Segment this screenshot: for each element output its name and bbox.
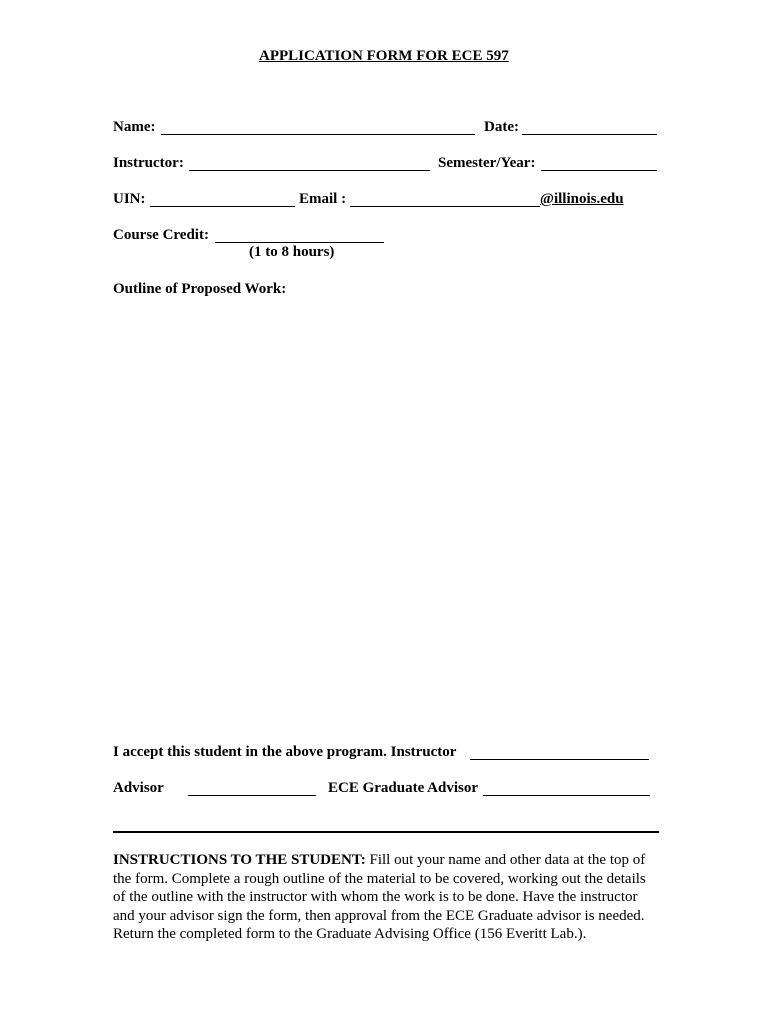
divider bbox=[113, 831, 659, 833]
course-credit-hint: (1 to 8 hours) bbox=[249, 244, 335, 260]
date-label: Date: bbox=[484, 119, 519, 135]
uin-field[interactable] bbox=[150, 206, 295, 207]
course-credit-field[interactable] bbox=[215, 242, 384, 243]
semester-label: Semester/Year: bbox=[438, 155, 536, 171]
date-field[interactable] bbox=[522, 134, 657, 135]
outline-label: Outline of Proposed Work: bbox=[113, 281, 287, 297]
email-field[interactable] bbox=[350, 206, 540, 207]
instructor-label: Instructor: bbox=[113, 155, 184, 171]
name-label: Name: bbox=[113, 119, 156, 135]
outline-area[interactable] bbox=[113, 305, 659, 730]
instructions-block bbox=[113, 851, 658, 944]
advisor-label: Advisor bbox=[113, 780, 164, 796]
email-domain: @illinois.edu bbox=[540, 191, 624, 207]
course-credit-label: Course Credit: bbox=[113, 227, 209, 243]
semester-field[interactable] bbox=[541, 170, 657, 171]
email-label: Email : bbox=[299, 191, 347, 207]
instructor-field[interactable] bbox=[189, 170, 430, 171]
page-title: APPLICATION FORM FOR ECE 597 bbox=[259, 48, 509, 64]
instructions-heading: INSTRUCTIONS TO THE STUDENT: bbox=[113, 852, 366, 868]
advisor-signature-field[interactable] bbox=[188, 795, 316, 796]
uin-label: UIN: bbox=[113, 191, 146, 207]
instructions-body: Fill out your name and other data at the top of the form. Complete a rough outline of the material to be covered, working out the details of the outline with the instructor with whom the work is to be done. Have the instructor and your advisor sign the form, then approval from the ECE Graduate advisor is needed. Return the completed form to the Graduate Advising Office (156 Everitt Lab.). bbox=[113, 852, 646, 943]
name-field[interactable] bbox=[161, 134, 475, 135]
instructor-signature-field[interactable] bbox=[470, 759, 649, 760]
ece-grad-advisor-signature-field[interactable] bbox=[483, 795, 650, 796]
accept-statement: I accept this student in the above program. Instructor bbox=[113, 744, 457, 760]
ece-grad-advisor-label: ECE Graduate Advisor bbox=[328, 780, 479, 796]
